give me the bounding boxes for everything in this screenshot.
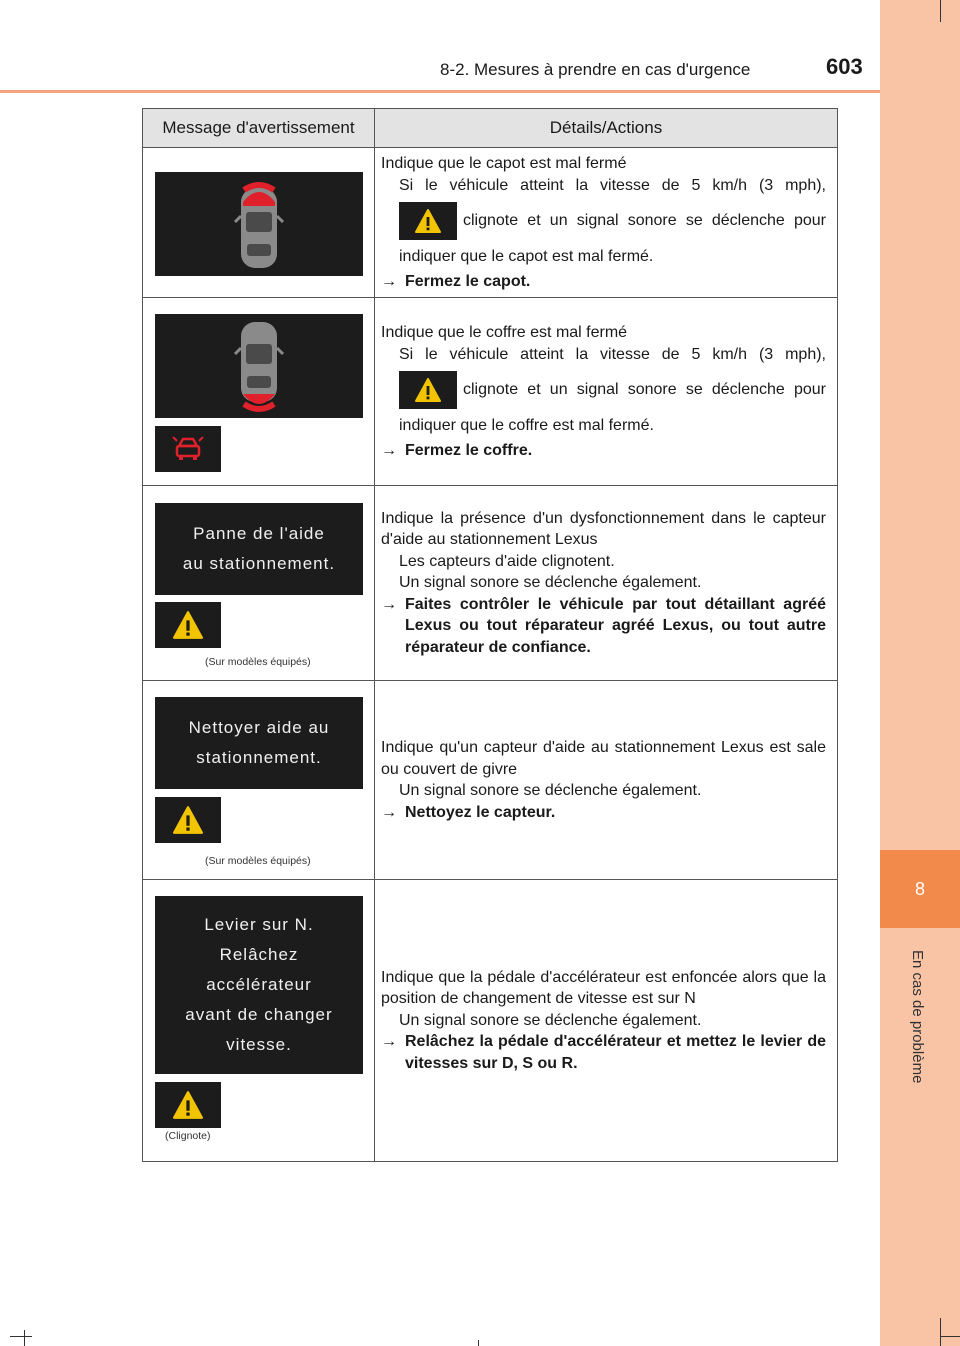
car-hood-open-icon [155,172,363,276]
display-line: avant de changer [185,1005,333,1024]
details-cell [375,148,837,297]
warning-triangle-icon [414,377,442,403]
crop-mark [10,1336,32,1337]
detail-line: Si le véhicule atteint la vitesse de 5 km/h (3 mph), [399,345,826,363]
hood-open-display [155,172,363,276]
table-row [143,681,837,880]
arrow-icon: → [381,1033,397,1051]
action-text: Relâchez la pédale d'accélérateur et mettez le levier de vitesses sur D, S ou R. [405,1033,826,1072]
warning-triangle-icon [171,1090,205,1120]
chapter-number-tab: 8 [880,850,960,928]
header-details: Détails/Actions [549,118,663,137]
display-line: accélérateur [206,975,312,994]
detail-line: Un signal sonore se déclenche également. [399,1011,702,1029]
details-cell [375,880,837,1161]
section-title: 8-2. Mesures à prendre en cas d'urgence [440,60,751,79]
action-line [381,1031,826,1074]
detail-line: indiquer que le coffre est mal fermé. [399,417,654,434]
action-line [381,594,826,659]
detail-intro: Indique que la pédale d'accélérateur est enfoncée alors que la position de changement de vitesse est sur N [381,968,826,1008]
trunk-open-display [155,314,363,418]
message-cell [143,298,375,485]
arrow-icon: → [381,595,397,613]
warning-icon-box [155,1082,221,1128]
display-line: Panne de l'aide [193,524,325,543]
arrow-icon: → [381,441,397,459]
clean-parking-aid-display [155,697,363,789]
display-line: vitesse. [226,1035,292,1054]
warning-icon-box [155,797,221,843]
lever-on-n-display [155,896,363,1074]
action-line [381,440,826,462]
parking-aid-malfunction-display [155,503,363,595]
flashing-note: (Clignote) [165,1130,211,1142]
detail-line: Les capteurs d'aide clignotent. [399,552,615,570]
action-text: Faites contrôler le véhicule par tout détaillant agréé Lexus ou tout réparateur agréé Lexus, ou tout autre réparateur de confiance. [405,595,826,656]
warning-triangle-icon [414,208,442,234]
arrow-icon: → [381,272,397,290]
display-line: Levier sur N. [204,915,314,934]
crop-mark [940,0,941,22]
chapter-label: En cas de problème [909,950,926,1084]
action-text: Nettoyez le capteur. [405,803,556,821]
chapter-side-band [880,0,960,1346]
availability-note: (Sur modèles équipés) [205,656,311,668]
detail-line: clignote et un signal sonore se déclenche pour [463,212,826,230]
table-row [143,880,837,1161]
header-rule [0,90,880,93]
table-row [143,298,837,486]
detail-intro: Indique que le coffre est mal fermé [381,324,628,341]
crop-mark [478,1340,479,1346]
arrow-icon: → [381,803,397,821]
warning-icon-box [399,202,457,240]
availability-note: (Sur modèles équipés) [205,855,311,867]
detail-warning-line [399,371,826,409]
detail-line: clignote et un signal sonore se déclenche pour [463,381,826,399]
detail-line: Si le véhicule atteint la vitesse de 5 km/h (3 mph), [399,176,826,194]
message-cell [143,880,375,1161]
details-cell [375,298,837,485]
display-line: stationnement. [196,748,322,767]
header-message: Message d'avertissement [143,109,375,147]
detail-warning-line [399,202,826,240]
warning-triangle-icon [171,610,205,640]
detail-line: Un signal sonore se déclenche également. [399,782,702,799]
detail-line: Un signal sonore se déclenche également. [399,574,702,592]
action-text: Fermez le capot. [405,272,531,290]
detail-line: indiquer que le capot est mal fermé. [399,248,654,265]
detail-intro: Indique qu'un capteur d'aide au stationnement Lexus est sale ou couvert de givre [381,739,826,778]
car-trunk-open-icon [155,314,363,418]
crop-mark [24,1330,25,1346]
display-line: Nettoyer aide au [188,718,330,737]
detail-intro: Indique que le capot est mal fermé [381,155,627,172]
table-row [143,148,837,298]
trunk-indicator-box [155,426,221,472]
details-cell [375,486,837,680]
trunk-open-indicator-icon [171,434,205,464]
warning-icon-box [155,602,221,648]
crop-mark [940,1336,960,1337]
message-cell [143,148,375,297]
detail-intro: Indique la présence d'un dysfonctionnement dans le capteur d'aide au stationnement Lexus [381,509,826,549]
table-row [143,486,837,681]
display-line: au stationnement. [182,554,336,573]
message-cell [143,681,375,879]
warning-icon-box [399,371,457,409]
details-cell [375,681,837,879]
message-cell [143,486,375,680]
page-number: 603 [826,54,863,79]
table-header [143,109,837,148]
action-line [381,802,826,824]
warning-messages-table [142,108,838,1162]
action-line [381,271,826,293]
crop-mark [940,1318,941,1346]
warning-triangle-icon [171,805,205,835]
display-line: Relâchez [219,945,299,964]
action-text: Fermez le coffre. [405,441,533,459]
